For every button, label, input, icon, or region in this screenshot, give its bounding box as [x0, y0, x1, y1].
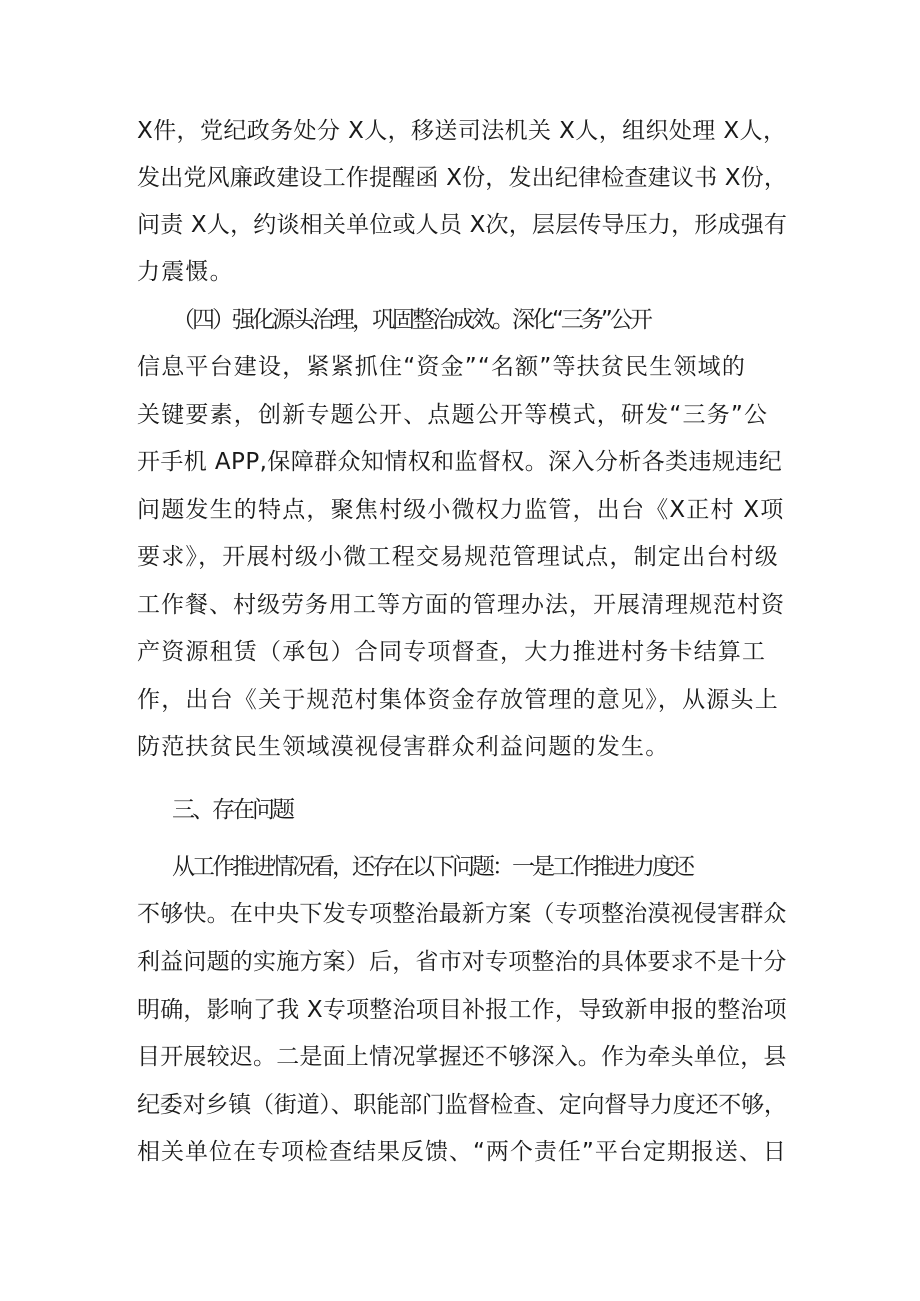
text-line: 问题发生的特点，聚焦村级小微权力监管，出台《X正村 X项 [137, 497, 785, 523]
text-line: X件，党纪政务处分 X人，移送司法机关 X人，组织处理 X人， [137, 118, 787, 144]
section-four-heading-line: （四）强化源头治理，巩固整治成效。深化“三务”公开 [172, 307, 650, 333]
text-line: 问责 X人，约谈相关单位或人员 X次，层层传导压力，形成强有 [137, 212, 788, 238]
text-line: 目开展较迟。二是面上情况掌握还不够深入。作为牵头单位，县 [137, 1044, 787, 1070]
text-line: 工作餐、村级劳务用工等方面的管理办法，开展清理规范村资 [137, 592, 785, 618]
text-line: 相关单位在专项检查结果反馈、“两个责任”平台定期报送、日 [137, 1139, 787, 1165]
text-line: 力震慑。 [137, 259, 234, 285]
text-line: 利益问题的实施方案）后，省市对专项整治的具体要求不是十分 [137, 949, 787, 975]
text-line: 不够快。在中央下发专项整治最新方案（专项整治漠视侵害群众 [137, 901, 787, 927]
text-line: 要求》，开展村级小微工程交易规范管理试点，制定出台村级 [137, 544, 779, 570]
text-line: 纪委对乡镇（街道）、职能部门监督检查、定向督导力度还不够， [137, 1092, 787, 1118]
text-line: 关键要素，创新专题公开、点题公开等模式，研发“三务”公 [137, 402, 769, 428]
text-line: 防范扶贫民生领域漠视侵害群众利益问题的发生。 [137, 734, 670, 760]
text-line: 作，出台《关于规范村集体资金存放管理的意见》，从源头上 [137, 687, 779, 713]
text-line: 产资源租赁（承包）合同专项督查，大力推进村务卡结算工 [137, 639, 767, 665]
text-line: 发出党风廉政建设工作提醒函 X份，发出纪律检查建议书 X份， [137, 165, 788, 191]
text-line: 从工作推进情况看，还存在以下问题：一是工作推进力度还 [172, 854, 692, 880]
text-line: 开手机 APP,保障群众知情权和监督权。深入分析各类违规违纪 [137, 449, 783, 475]
text-line: 信息平台建设，紧紧抓住“资金”“名额”等扶贫民生领域的 [137, 354, 747, 380]
section-heading: 三、存在问题 [172, 797, 292, 823]
text-line: 明确，影响了我 X专项整治项目补报工作，导致新申报的整治项 [137, 997, 787, 1023]
